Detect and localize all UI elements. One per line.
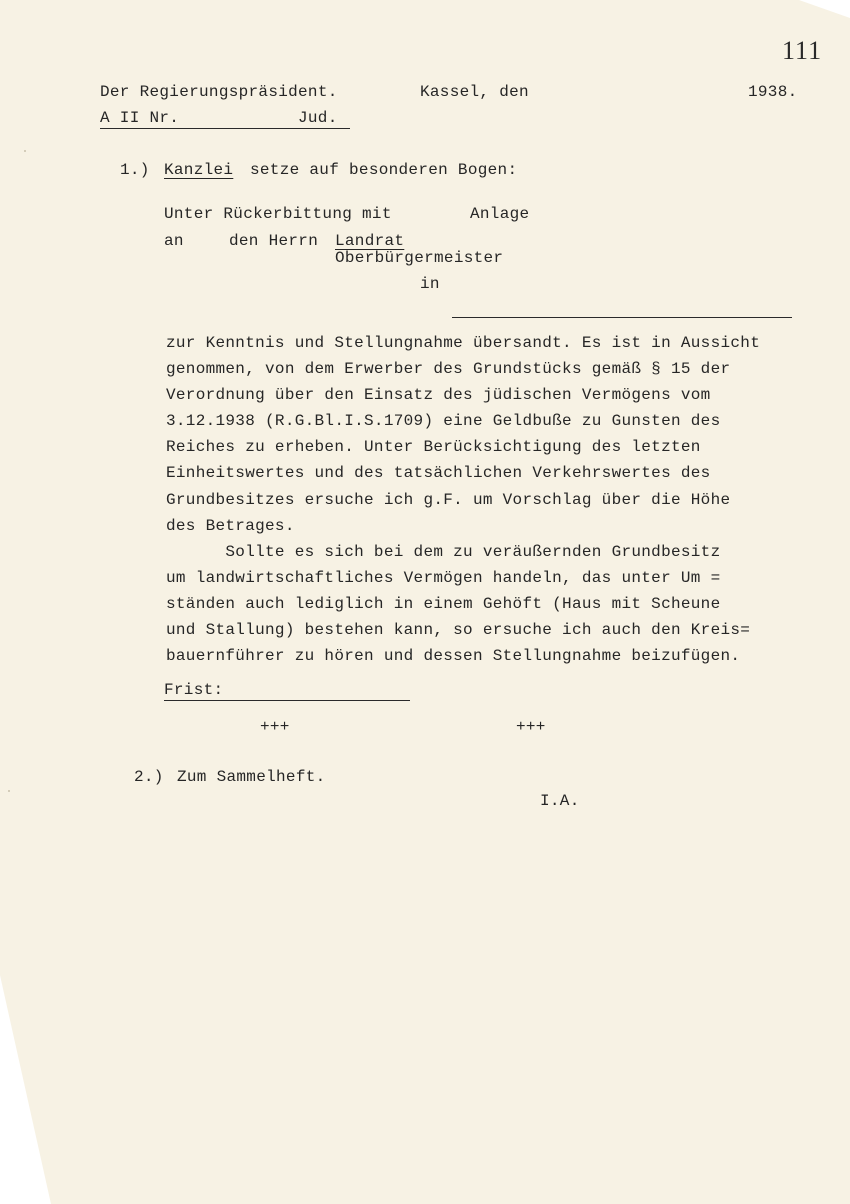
den-herrn: den Herrn: [229, 232, 319, 250]
item2-text: Zum Sammelheft.: [177, 768, 326, 786]
frist-line: [164, 700, 410, 701]
authority-heading: Der Regierungspräsident.: [100, 83, 338, 101]
body-line: Verordnung über den Einsatz des jüdischen Vermögens vom: [166, 386, 711, 404]
year: 1938.: [748, 83, 798, 101]
an-label: an: [164, 232, 184, 250]
file-department: Jud.: [298, 109, 338, 127]
file-reference: A II Nr.: [100, 109, 180, 127]
page-number: 111: [782, 36, 823, 65]
signature-ia: I.A.: [540, 792, 580, 810]
kanzlei-instruction: setze auf besonderen Bogen:: [250, 161, 518, 179]
body-line: Sollte es sich bei dem zu veräußernden Grundbesitz: [166, 543, 721, 561]
body-line: um landwirtschaftliches Vermögen handeln, das unter Um =: [166, 569, 721, 587]
paper-speck: [24, 150, 26, 152]
in-label: in: [420, 275, 440, 293]
kanzlei-label: Kanzlei: [164, 161, 234, 179]
body-line: des Betrages.: [166, 517, 295, 535]
body-line: zur Kenntnis und Stellungnahme übersandt. Es ist in Aussicht: [166, 334, 761, 352]
unter-rueckerbittung: Unter Rückerbittung mit: [164, 205, 392, 223]
paper-speck: [8, 790, 10, 792]
body-line: Einheitswertes und des tatsächlichen Verkehrswertes des: [166, 464, 711, 482]
body-line: genommen, von dem Erwerber des Grundstücks gemäß § 15 der: [166, 360, 731, 378]
landrat-label: Landrat: [335, 232, 405, 250]
separator-mark-right: +++: [516, 718, 546, 736]
anlage-label: Anlage: [470, 205, 530, 223]
body-line: 3.12.1938 (R.G.Bl.I.S.1709) eine Geldbuße zu Gunsten des: [166, 412, 721, 430]
recipient-place-line: [452, 317, 792, 318]
body-line: ständen auch lediglich in einem Gehöft (Haus mit Scheune: [166, 595, 721, 613]
body-line: bauernführer zu hören und dessen Stellungnahme beizufügen.: [166, 647, 741, 665]
place-date: Kassel, den: [420, 83, 529, 101]
oberbuergermeister-label: Oberbürgermeister: [335, 249, 504, 267]
body-line: Reiches zu erheben. Unter Berücksichtigung des letzten: [166, 438, 701, 456]
body-line: Grundbesitzes ersuche ich g.F. um Vorschlag über die Höhe: [166, 491, 731, 509]
body-line: und Stallung) bestehen kann, so ersuche ich auch den Kreis=: [166, 621, 751, 639]
frist-label: Frist:: [164, 681, 224, 699]
separator-mark-left: +++: [260, 718, 290, 736]
item2-number: 2.): [134, 768, 164, 786]
item1-number: 1.): [120, 161, 150, 179]
file-reference-underline: [100, 128, 350, 129]
